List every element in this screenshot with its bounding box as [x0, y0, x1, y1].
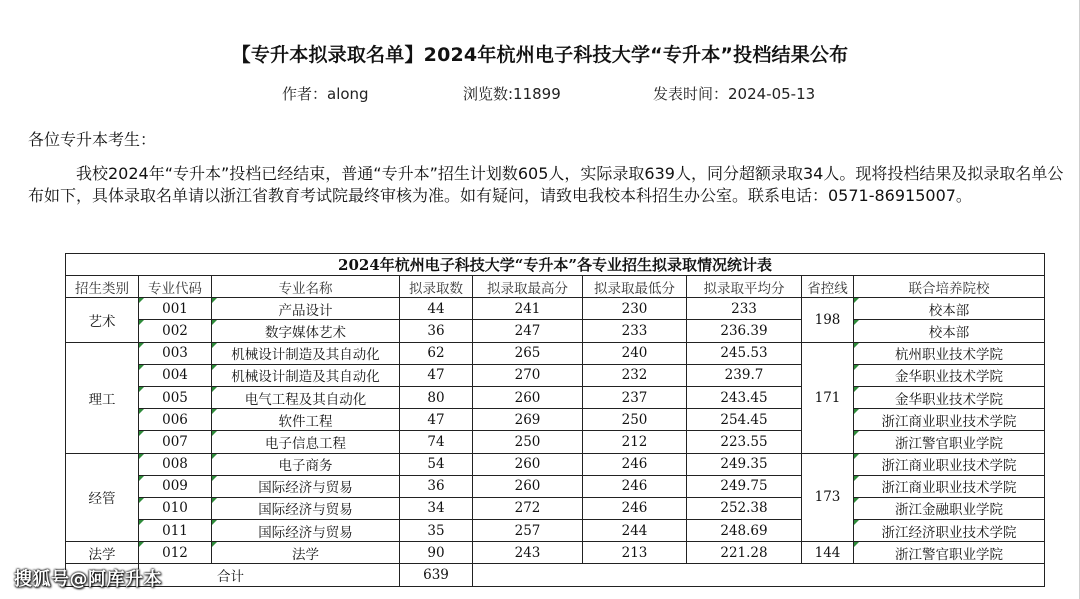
table-row — [66, 386, 1045, 408]
table-row — [66, 320, 1045, 342]
avg-cell: 249.75 — [687, 475, 802, 497]
name-cell: 电子商务 — [212, 453, 400, 475]
header-cell: 联合培养院校 — [854, 276, 1045, 298]
code-cell: 001 — [139, 298, 212, 320]
avg-cell: 239.7 — [687, 364, 802, 386]
min-cell: 250 — [583, 409, 687, 431]
count-cell: 36 — [400, 320, 473, 342]
avg-cell: 233 — [687, 298, 802, 320]
name-cell: 机械设计制造及其自动化 — [212, 364, 400, 386]
min-cell: 246 — [583, 497, 687, 519]
table-row — [66, 298, 1045, 320]
header-cell: 招生类别 — [66, 276, 139, 298]
header-cell: 专业代码 — [139, 276, 212, 298]
table-row — [66, 409, 1045, 431]
count-cell: 62 — [400, 342, 473, 364]
name-cell: 国际经济与贸易 — [212, 475, 400, 497]
partner-cell: 杭州职业技术学院 — [854, 342, 1045, 364]
code-cell: 011 — [139, 520, 212, 542]
header-cell: 拟录取数 — [400, 276, 473, 298]
count-cell: 35 — [400, 520, 473, 542]
count-cell: 74 — [400, 431, 473, 453]
name-cell: 电气工程及其自动化 — [212, 386, 400, 408]
max-cell: 241 — [473, 298, 583, 320]
watermark-text: 搜狐号@阿库升本 — [14, 569, 162, 590]
count-cell: 80 — [400, 386, 473, 408]
min-cell: 233 — [583, 320, 687, 342]
max-cell: 247 — [473, 320, 583, 342]
control-line-cell: 198 — [802, 298, 854, 342]
count-cell: 36 — [400, 475, 473, 497]
header-cell: 拟录取平均分 — [687, 276, 802, 298]
header-cell: 省控线 — [802, 276, 854, 298]
table-header-row — [66, 276, 1045, 298]
max-cell: 269 — [473, 409, 583, 431]
code-cell: 005 — [139, 386, 212, 408]
table-row — [66, 431, 1045, 453]
min-cell: 213 — [583, 542, 687, 564]
admission-table-container — [65, 253, 1044, 587]
table-row — [66, 453, 1045, 475]
max-cell: 265 — [473, 342, 583, 364]
name-cell: 数字媒体艺术 — [212, 320, 400, 342]
partner-cell: 浙江警官职业学院 — [854, 542, 1045, 564]
table-row — [66, 497, 1045, 519]
avg-cell: 245.53 — [687, 342, 802, 364]
category-cell: 艺术 — [66, 298, 139, 342]
count-cell: 44 — [400, 298, 473, 320]
max-cell: 257 — [473, 520, 583, 542]
count-cell: 90 — [400, 542, 473, 564]
max-cell: 250 — [473, 431, 583, 453]
min-cell: 244 — [583, 520, 687, 542]
partner-cell: 浙江商业职业技术学院 — [854, 475, 1045, 497]
code-cell: 012 — [139, 542, 212, 564]
author-label: 作者：along — [282, 85, 369, 103]
name-cell: 国际经济与贸易 — [212, 497, 400, 519]
max-cell: 260 — [473, 475, 583, 497]
category-cell: 理工 — [66, 342, 139, 453]
count-cell: 47 — [400, 364, 473, 386]
min-cell: 246 — [583, 475, 687, 497]
avg-cell: 248.69 — [687, 520, 802, 542]
count-cell: 47 — [400, 409, 473, 431]
avg-cell: 243.45 — [687, 386, 802, 408]
avg-cell: 249.35 — [687, 453, 802, 475]
total-empty-cell — [473, 564, 1045, 586]
name-cell: 法学 — [212, 542, 400, 564]
name-cell: 产品设计 — [212, 298, 400, 320]
total-label: 合计 — [139, 564, 400, 586]
partner-cell: 浙江经济职业技术学院 — [854, 520, 1045, 542]
code-cell: 008 — [139, 453, 212, 475]
control-line-cell: 171 — [802, 342, 854, 453]
table-title: 2024年杭州电子科技大学“专升本”各专业招生拟录取情况统计表 — [66, 254, 1045, 276]
min-cell: 237 — [583, 386, 687, 408]
header-cell: 专业名称 — [212, 276, 400, 298]
max-cell: 272 — [473, 497, 583, 519]
table-row — [66, 520, 1045, 542]
min-cell: 240 — [583, 342, 687, 364]
header-cell: 拟录取最高分 — [473, 276, 583, 298]
announcement-paragraph: 我校2024年“专升本”投档已经结束，普通“专升本”招生计划数605人，实际录取639人，同分超额录取34人。现将投档结果及拟录取名单公布如下，具体录取名单请以浙江省教育考试院最终审核为准。如有疑问，请致电我校本科招生办公室。联系电话：0571-86915007。 — [28, 164, 1064, 205]
min-cell: 212 — [583, 431, 687, 453]
table-row — [66, 542, 1045, 564]
partner-cell: 浙江警官职业学院 — [854, 431, 1045, 453]
table-row — [66, 342, 1045, 364]
partner-cell: 校本部 — [854, 298, 1045, 320]
avg-cell: 252.38 — [687, 497, 802, 519]
category-cell: 法学 — [66, 542, 139, 564]
control-line-cell: 173 — [802, 453, 854, 542]
avg-cell: 254.45 — [687, 409, 802, 431]
header-cell: 拟录取最低分 — [583, 276, 687, 298]
view-count: 浏览数:11899 — [463, 85, 561, 103]
max-cell: 260 — [473, 386, 583, 408]
category-cell: 经管 — [66, 453, 139, 542]
name-cell: 软件工程 — [212, 409, 400, 431]
count-cell: 54 — [400, 453, 473, 475]
code-cell: 004 — [139, 364, 212, 386]
max-cell: 270 — [473, 364, 583, 386]
table-row — [66, 364, 1045, 386]
article-title: 【专升本拟录取名单】2024年杭州电子科技大学“专升本”投档结果公布 — [231, 44, 849, 66]
admission-table — [65, 253, 1045, 587]
min-cell: 230 — [583, 298, 687, 320]
avg-cell: 236.39 — [687, 320, 802, 342]
min-cell: 246 — [583, 453, 687, 475]
count-cell: 34 — [400, 497, 473, 519]
code-cell: 009 — [139, 475, 212, 497]
code-cell: 002 — [139, 320, 212, 342]
avg-cell: 221.28 — [687, 542, 802, 564]
min-cell: 232 — [583, 364, 687, 386]
partner-cell: 金华职业技术学院 — [854, 364, 1045, 386]
greeting-text: 各位专升本考生： — [28, 130, 157, 149]
code-cell: 007 — [139, 431, 212, 453]
avg-cell: 223.55 — [687, 431, 802, 453]
name-cell: 电子信息工程 — [212, 431, 400, 453]
partner-cell: 浙江商业职业技术学院 — [854, 409, 1045, 431]
code-cell: 003 — [139, 342, 212, 364]
name-cell: 国际经济与贸易 — [212, 520, 400, 542]
code-cell: 010 — [139, 497, 212, 519]
control-line-cell: 144 — [802, 542, 854, 564]
publish-time: 发表时间：2024-05-13 — [653, 85, 816, 103]
table-row — [66, 475, 1045, 497]
partner-cell: 金华职业技术学院 — [854, 386, 1045, 408]
name-cell: 机械设计制造及其自动化 — [212, 342, 400, 364]
partner-cell: 校本部 — [854, 320, 1045, 342]
partner-cell: 浙江商业职业技术学院 — [854, 453, 1045, 475]
table-title-row — [66, 254, 1045, 276]
total-count: 639 — [400, 564, 473, 586]
partner-cell: 浙江金融职业学院 — [854, 497, 1045, 519]
max-cell: 243 — [473, 542, 583, 564]
max-cell: 260 — [473, 453, 583, 475]
total-row — [66, 564, 1045, 586]
code-cell: 006 — [139, 409, 212, 431]
